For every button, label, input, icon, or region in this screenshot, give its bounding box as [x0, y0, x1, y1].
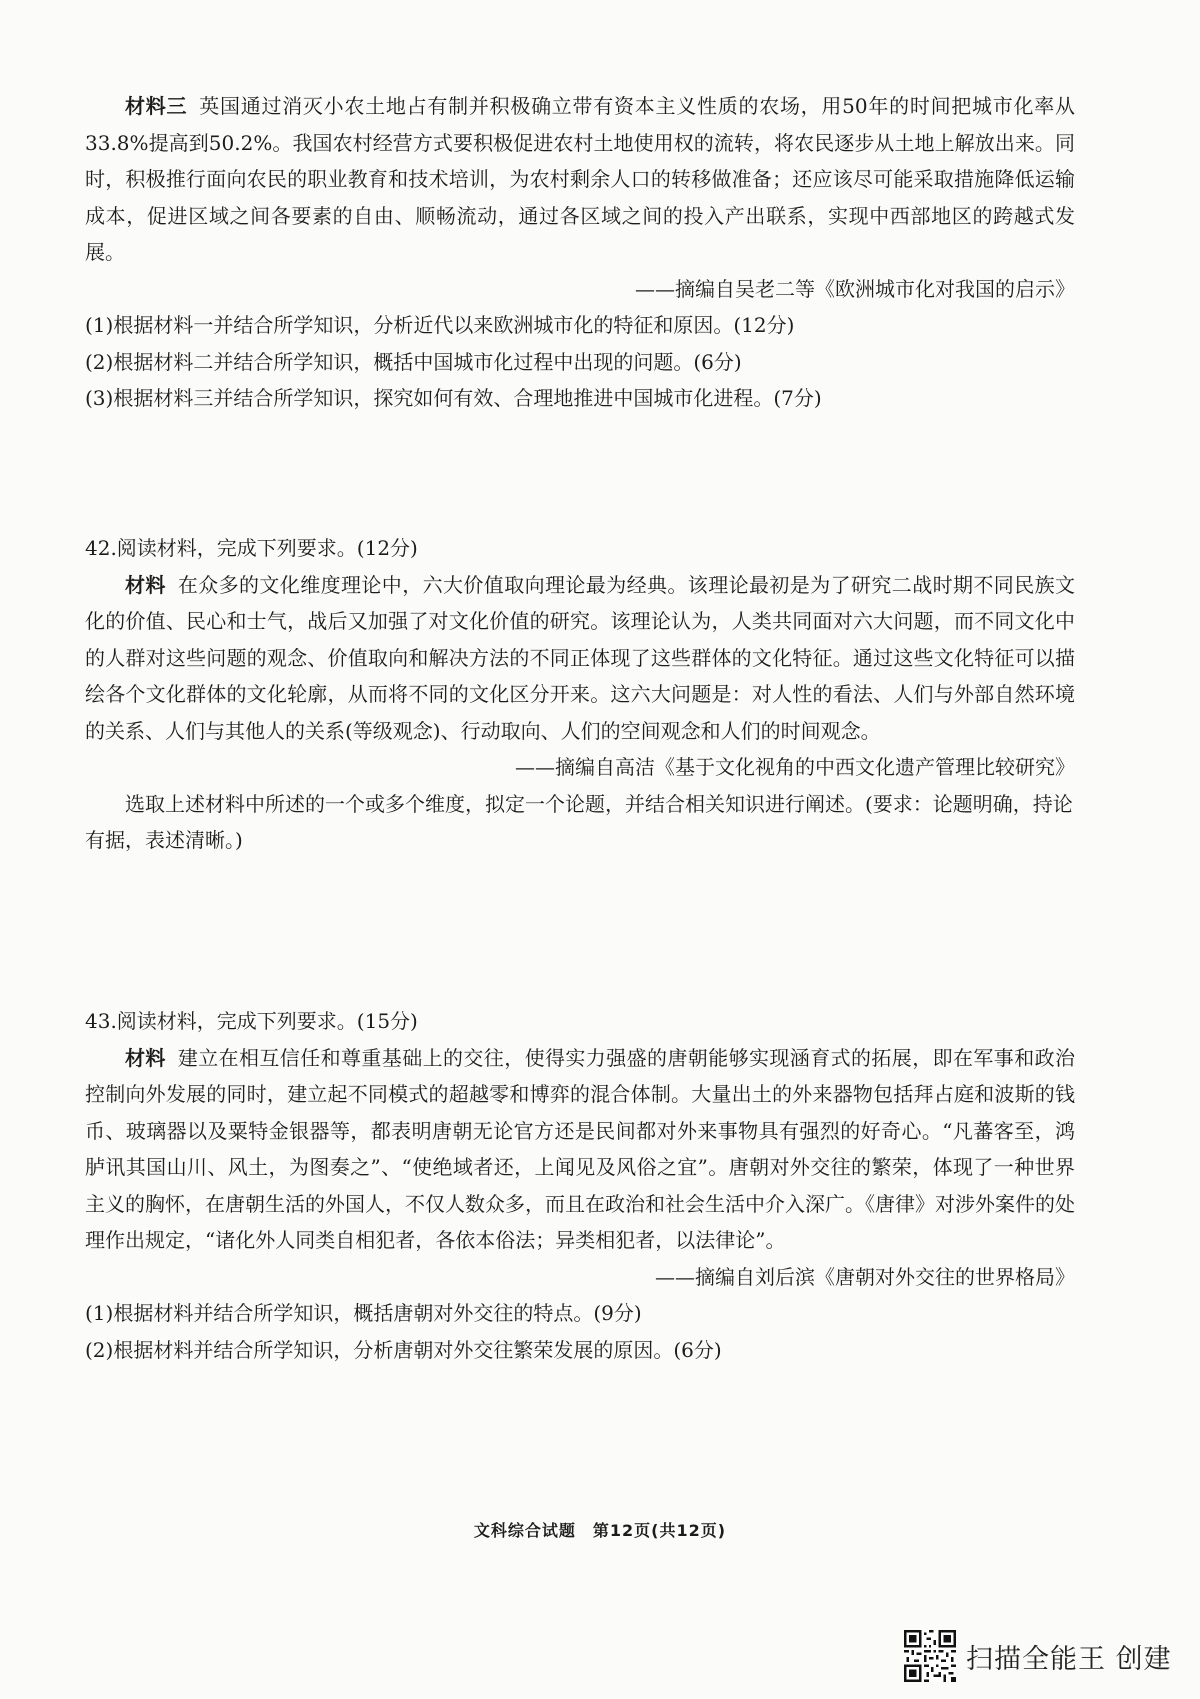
scanner-watermark	[904, 1630, 1172, 1682]
material-3-source: ——摘编自吴老二等《欧洲城市化对我国的启示》	[635, 276, 1075, 301]
q43-part-2: (2)根据材料并结合所学知识，分析唐朝对外交往繁荣发展的原因。(6分)	[85, 1337, 722, 1362]
material-3-label: 材料三	[125, 94, 188, 118]
qr-code-icon	[904, 1630, 956, 1682]
q42-material-paragraph	[85, 567, 1075, 750]
q41-part-1: (1)根据材料一并结合所学知识，分析近代以来欧洲城市化的特征和原因。(12分)	[85, 313, 795, 337]
q42-material-label: 材料	[125, 572, 166, 597]
material-3-paragraph	[85, 88, 1075, 271]
question-43-section	[85, 1003, 1075, 1368]
q43-source: ——摘编自刘后滨《唐朝对外交往的世界格局》	[655, 1264, 1075, 1289]
material-3-section	[85, 88, 1075, 417]
question-42-section	[85, 530, 1075, 859]
q42-source: ——摘编自高洁《基于文化视角的中西文化遗产管理比较研究》	[515, 755, 1075, 779]
q42-header: 42.阅读材料，完成下列要求。(12分)	[85, 536, 418, 560]
q43-part-1: (1)根据材料并结合所学知识，概括唐朝对外交往的特点。(9分)	[85, 1301, 642, 1325]
q43-material-label: 材料	[125, 1045, 166, 1070]
page-footer: 文科综合试题 第12页(共12页)	[473, 1521, 727, 1540]
q43-header: 43.阅读材料，完成下列要求。(15分)	[85, 1009, 418, 1033]
q41-part-2: (2)根据材料二并结合所学知识，概括中国城市化过程中出现的问题。(6分)	[85, 349, 742, 374]
q41-part-3: (3)根据材料三并结合所学知识，探究如何有效、合理地推进中国城市化进程。(7分)	[85, 386, 822, 410]
q43-material-text: 建立在相互信任和尊重基础上的交往，使得实力强盛的唐朝能够实现涵育式的拓展，即在军事和政治控制向外发展的同时，建立起不同模式的超越零和博弈的混合体制。大量出土的外来器物包括拜占庭和波斯的钱币、玻璃器以及粟特金银器等，都表明唐朝无论官方还是民间都对外来事物具有强烈的好奇心。“凡蕃客至，鸿胪讯其国山川、风土，为图奏之”、“使绝域者还，上闻见及风俗之宜”。唐朝对外交往的繁荣，体现了一种世界主义的胸怀，在唐朝生活的外国人，不仅人数众多，而且在政治和社会生活中介入深广。《唐律》对涉外案件的处理作出规定，“诸化外人同类自相犯者，各依本俗法；异类相犯者，以法律论”。	[85, 1045, 1076, 1252]
material-3-text: 英国通过消灭小农土地占有制并积极确立带有资本主义性质的农场，用50年的时间把城市化率从33.8%提高到50.2%。我国农村经营方式要积极促进农村土地使用权的流转，将农民逐步从土地上解放出来。同时，积极推行面向农民的职业教育和技术培训，为农村剩余人口的转移做准备；还应该尽可能采取措施降低运输成本，促进区域之间各要素的自由、顺畅流动，通过各区域之间的投入产出联系，实现中西部地区的跨越式发展。	[85, 94, 1076, 264]
q42-task: 选取上述材料中所述的一个或多个维度，拟定一个论题，并结合相关知识进行阐述。(要求：论题明确，持论有据，表述清晰。)	[85, 791, 1073, 852]
scanner-watermark-text: 扫描全能王 创建	[966, 1643, 1172, 1675]
q43-material-paragraph	[85, 1040, 1075, 1259]
q42-material-text: 在众多的文化维度理论中，六大价值取向理论最为经典。该理论最初是为了研究二战时期不同民族文化的价值、民心和士气，战后又加强了对文化价值的研究。该理论认为，人类共同面对六大问题，而不同文化中的人群对这些问题的观念、价值取向和解决方法的不同正体现了这些群体的文化特征。通过这些文化特征可以描绘各个文化群体的文化轮廓，从而将不同的文化区分开来。这六大问题是：对人性的看法、人们与外部自然环境的关系、人们与其他人的关系(等级观念)、行动取向、人们的空间观念和人们的时间观念。	[85, 572, 1076, 743]
